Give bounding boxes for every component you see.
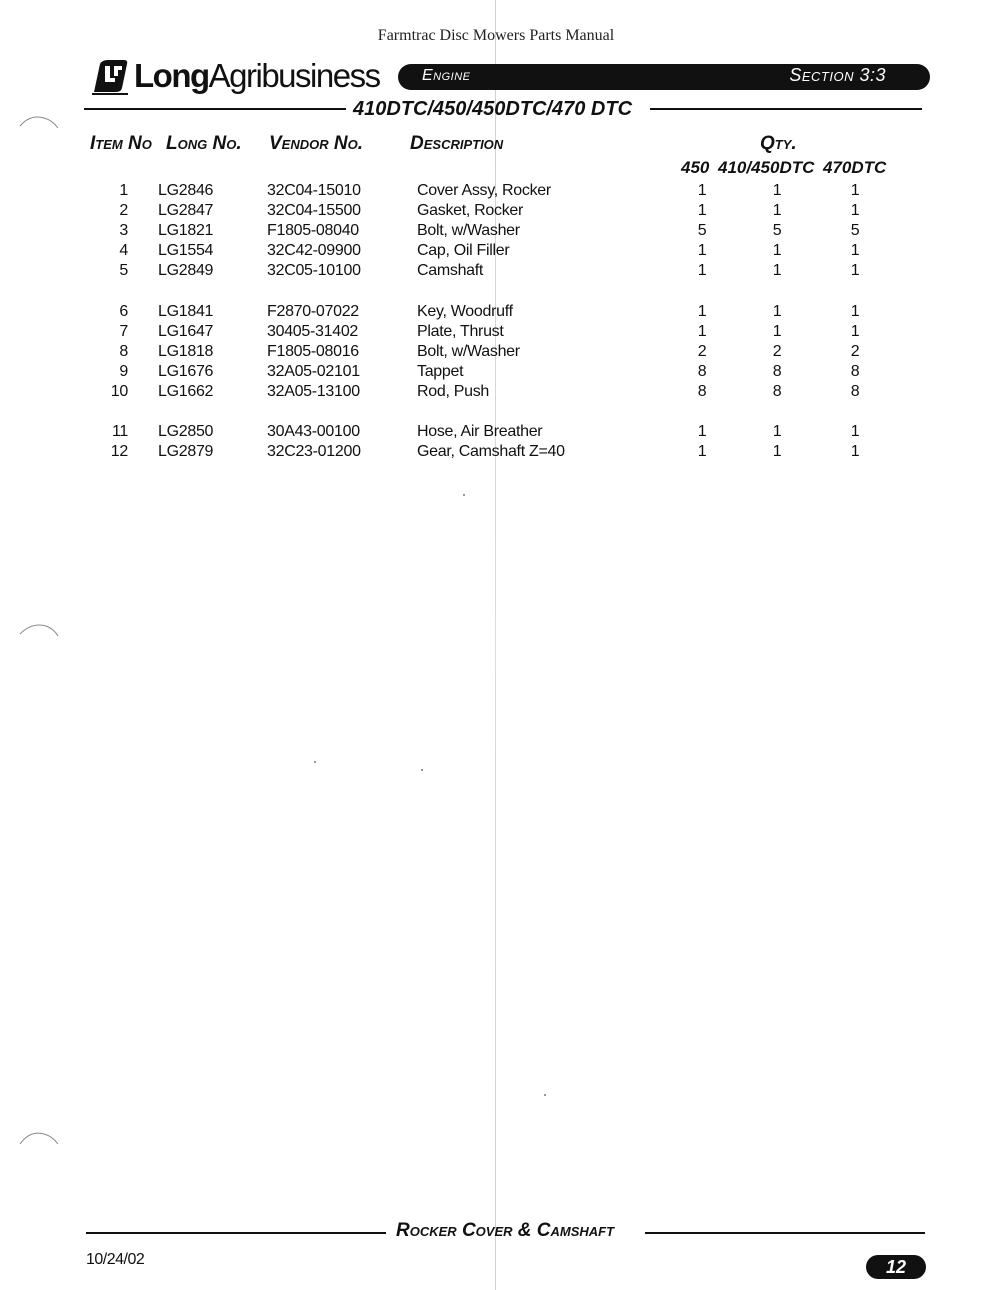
qty-410-450dtc: 1	[772, 303, 782, 320]
table-row	[0, 343, 992, 363]
footer-title: Rocker Cover & Camshaft	[396, 1220, 615, 1241]
logo-long: Long	[134, 57, 209, 94]
long-number: LG1662	[158, 383, 214, 400]
description: Hose, Air Breather	[417, 423, 543, 440]
description: Bolt, w/Washer	[417, 222, 520, 239]
qty-470dtc: 8	[850, 383, 860, 400]
binder-hole-mark	[18, 620, 60, 640]
item-number: 10	[110, 383, 128, 400]
qty-450: 1	[697, 303, 707, 320]
description: Bolt, w/Washer	[417, 343, 520, 360]
qty-410-450dtc: 2	[772, 343, 782, 360]
table-row	[0, 222, 992, 242]
item-number: 2	[119, 202, 128, 219]
qty-470dtc: 1	[850, 323, 860, 340]
footer-rule-left	[86, 1232, 386, 1234]
description: Plate, Thrust	[417, 323, 504, 340]
long-number: LG2849	[158, 262, 214, 279]
vendor-number: F1805-08016	[267, 343, 359, 360]
section-name: Engine	[422, 67, 471, 84]
manual-title: Farmtrac Disc Mowers Parts Manual	[377, 27, 615, 44]
table-row	[0, 262, 992, 282]
binder-hole-mark	[18, 1128, 60, 1148]
page-number-badge: 12	[866, 1255, 926, 1279]
qty-470dtc: 2	[850, 343, 860, 360]
qty-450: 1	[697, 262, 707, 279]
item-number: 7	[119, 323, 128, 340]
qty-470dtc: 1	[850, 242, 860, 259]
description: Key, Woodruff	[417, 303, 513, 320]
qty-470dtc: 1	[850, 262, 860, 279]
long-number: LG1818	[158, 343, 214, 360]
qty-470dtc: 1	[850, 423, 860, 440]
table-row	[0, 363, 992, 383]
table-row	[0, 182, 992, 202]
long-number: LG1676	[158, 363, 214, 380]
vendor-number: 32C05-10100	[267, 262, 361, 279]
vendor-number: 32A05-02101	[267, 363, 360, 380]
qty-410-450dtc: 5	[772, 222, 782, 239]
qty-470dtc: 1	[850, 182, 860, 199]
table-row	[0, 323, 992, 343]
qty-450: 1	[697, 443, 707, 460]
col-qty-450: 450	[681, 158, 710, 177]
scan-speck	[314, 761, 316, 763]
qty-450: 1	[697, 202, 707, 219]
qty-450: 8	[697, 363, 707, 380]
col-qty-470dtc: 470DTC	[823, 158, 887, 177]
long-number: LG2879	[158, 443, 214, 460]
rule-right	[650, 108, 922, 110]
vendor-number: 30A43-00100	[267, 423, 360, 440]
qty-410-450dtc: 1	[772, 443, 782, 460]
vendor-number: 32C42-09900	[267, 242, 361, 259]
qty-450: 1	[697, 323, 707, 340]
item-number: 12	[110, 443, 128, 460]
col-long-no: Long No.	[166, 133, 242, 154]
vendor-number: F1805-08040	[267, 222, 359, 239]
vendor-number: 32C23-01200	[267, 443, 361, 460]
item-number: 11	[111, 423, 128, 440]
col-description: Description	[410, 133, 504, 154]
qty-470dtc: 8	[850, 363, 860, 380]
description: Rod, Push	[417, 383, 490, 400]
vendor-number: 32C04-15500	[267, 202, 361, 219]
binder-hole-mark	[18, 112, 60, 132]
qty-450: 1	[697, 423, 707, 440]
qty-450: 1	[697, 242, 707, 259]
qty-410-450dtc: 1	[772, 262, 782, 279]
qty-410-450dtc: 1	[772, 202, 782, 219]
long-number: LG1821	[158, 222, 214, 239]
table-row	[0, 423, 992, 443]
logo-wordmark	[134, 56, 380, 96]
qty-410-450dtc: 8	[772, 383, 782, 400]
company-logo	[90, 56, 380, 96]
item-number: 3	[119, 222, 128, 239]
long-number: LG2850	[158, 423, 214, 440]
model-title: 410DTC/450/450DTC/470 DTC	[353, 98, 633, 120]
item-number: 8	[119, 343, 128, 360]
vendor-number: 32A05-13100	[267, 383, 360, 400]
table-row	[0, 443, 992, 463]
table-row	[0, 202, 992, 222]
col-qty: Qty.	[760, 133, 797, 154]
description: Camshaft	[417, 262, 484, 279]
description: Cover Assy, Rocker	[417, 182, 551, 199]
description: Gasket, Rocker	[417, 202, 524, 219]
description: Gear, Camshaft Z=40	[417, 443, 565, 460]
item-number: 9	[119, 363, 128, 380]
rule-left	[84, 108, 346, 110]
scan-speck	[463, 494, 465, 496]
long-number: LG1647	[158, 323, 214, 340]
description: Cap, Oil Filler	[417, 242, 510, 259]
qty-450: 5	[697, 222, 707, 239]
qty-450: 1	[697, 182, 707, 199]
long-number: LG1554	[158, 242, 214, 259]
qty-470dtc: 5	[850, 222, 860, 239]
scan-speck	[421, 769, 423, 771]
scan-speck	[544, 1094, 546, 1096]
vendor-number: 30405-31402	[267, 323, 359, 340]
section-header-bar	[398, 64, 930, 90]
qty-450: 8	[697, 383, 707, 400]
qty-410-450dtc: 8	[772, 363, 782, 380]
qty-410-450dtc: 1	[772, 242, 782, 259]
vendor-number: 32C04-15010	[267, 182, 361, 199]
qty-410-450dtc: 1	[772, 323, 782, 340]
qty-470dtc: 1	[850, 202, 860, 219]
table-row	[0, 383, 992, 403]
long-number: LG1841	[158, 303, 214, 320]
qty-470dtc: 1	[850, 443, 860, 460]
long-number: LG2846	[158, 182, 214, 199]
qty-410-450dtc: 1	[772, 182, 782, 199]
qty-470dtc: 1	[850, 303, 860, 320]
table-row	[0, 242, 992, 262]
long-logo-icon	[90, 56, 130, 96]
section-number: Section 3:3	[789, 65, 886, 85]
col-qty-410-450dtc: 410/450DTC	[718, 158, 815, 177]
long-number: LG2847	[158, 202, 214, 219]
item-number: 4	[119, 242, 128, 259]
item-number: 1	[119, 182, 128, 199]
revision-date: 10/24/02	[86, 1251, 145, 1268]
logo-agribusiness: Agribusiness	[208, 57, 380, 94]
vendor-number: F2870-07022	[267, 303, 359, 320]
footer-rule-right	[645, 1232, 925, 1234]
item-number: 6	[119, 303, 128, 320]
table-row	[0, 303, 992, 323]
qty-450: 2	[697, 343, 707, 360]
col-item-no: Item No	[90, 133, 152, 154]
description: Tappet	[417, 363, 464, 380]
qty-410-450dtc: 1	[772, 423, 782, 440]
item-number: 5	[119, 262, 128, 279]
col-vendor-no: Vendor No.	[269, 133, 364, 154]
